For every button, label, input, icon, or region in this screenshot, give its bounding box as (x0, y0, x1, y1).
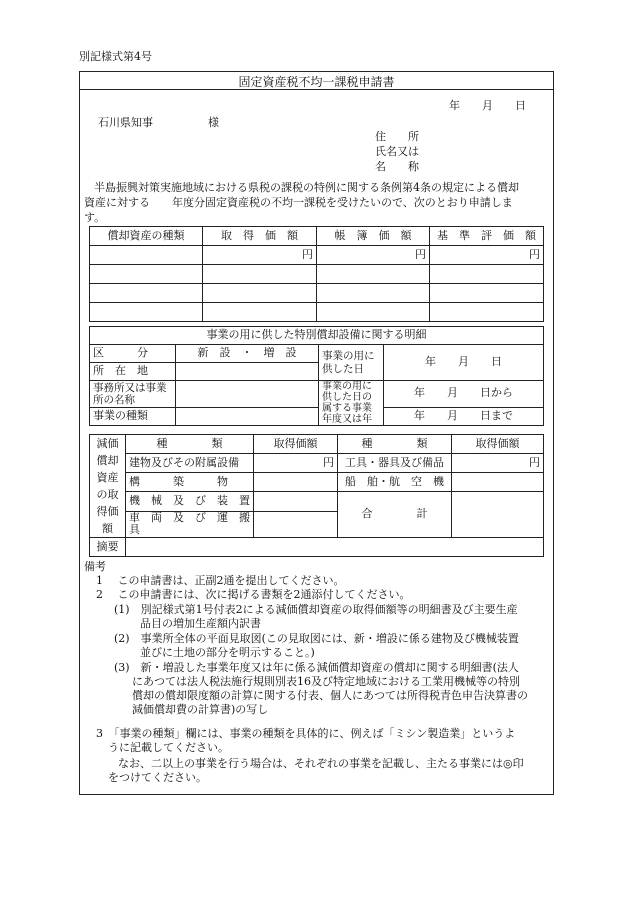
office-value[interactable] (176, 381, 319, 408)
note-item: 2 この申請書には、次に掲げる書類を2通添付してください。 (96, 588, 411, 601)
business-type-label: 事業の種類 (90, 407, 176, 425)
kubun-label: 区 分 (90, 345, 176, 363)
detail-table (89, 326, 544, 426)
business-type-value[interactable] (176, 407, 319, 425)
asset-header-standard: 基 準 評 価 額 (430, 227, 544, 246)
asset-cell[interactable] (430, 303, 544, 322)
dep-cost-vehicles[interactable] (254, 511, 338, 537)
office-label: 事務所又は事業所の名称 (90, 381, 176, 408)
form-number: 別記様式第4号 (79, 50, 152, 63)
dep-col-type-2: 種 類 (338, 435, 452, 454)
note-item: 品目の増加生産額内訳書 (140, 617, 261, 630)
dep-row-vehicles: 車 両 及 び 運 搬 具 (126, 511, 254, 537)
depreciation-table (89, 434, 544, 557)
applicant-name-label: 氏名又は (375, 145, 419, 158)
dep-row-vessels: 船 舶・航 空 機 (338, 473, 452, 492)
note-item: 並びに土地の部分を明示すること。) (140, 646, 315, 659)
asset-cell-unit[interactable]: 円 (430, 246, 544, 265)
dep-col-type: 種 類 (126, 435, 254, 454)
dep-total-label: 合 計 (338, 492, 452, 538)
dep-col-cost: 取得価額 (254, 435, 338, 454)
note-item: (2) 事業所全体の平面見取図(この見取図には、新・増設に係る建物及び機械装置 (114, 632, 519, 645)
dep-col-cost-2: 取得価額 (452, 435, 544, 454)
start-date-label: 事業の用に供した日 (319, 345, 384, 381)
start-date-value[interactable]: 年 月 日 (384, 345, 544, 381)
dep-row-buildings: 建物及びその附属設備 (126, 454, 254, 473)
period-from[interactable]: 年 月 日から (384, 381, 544, 408)
asset-cell[interactable] (90, 303, 203, 322)
period-to[interactable]: 年 月 日まで (384, 407, 544, 425)
asset-cell[interactable] (430, 265, 544, 284)
remarks-value[interactable] (126, 538, 544, 557)
asset-header-book: 帳 簿 価 額 (317, 227, 430, 246)
asset-cell[interactable] (90, 284, 203, 303)
detail-title: 事業の用に供した特別償却設備に関する明細 (90, 327, 544, 345)
asset-table (89, 226, 544, 322)
note-item: 減価償却費の計算書)の写し (132, 703, 269, 716)
asset-cell[interactable] (90, 265, 203, 284)
asset-cell[interactable] (203, 265, 317, 284)
period-label: 事業の用に供した日の属する事業年度又は年 (319, 381, 384, 426)
note-item: (3) 新・増設した事業年度又は年に係る減価償却資産の償却に関する明細書(法人 (114, 661, 519, 674)
remarks-label: 摘要 (90, 538, 126, 557)
note-item: 償却の償却限度額の計算に関する付表、個人にあつては所得税青色申告決算書の (132, 689, 528, 702)
asset-header-cost: 取 得 価 額 (203, 227, 317, 246)
date-line[interactable]: 年 月 日 (449, 99, 526, 112)
dep-row-structures: 構 築 物 (126, 473, 254, 492)
asset-cell-unit[interactable]: 円 (317, 246, 430, 265)
dep-row-machinery: 機 械 及 び 装 置 (126, 492, 254, 512)
asset-cell-unit[interactable]: 円 (203, 246, 317, 265)
asset-cell[interactable] (317, 303, 430, 322)
asset-cell[interactable] (90, 246, 203, 265)
asset-cell[interactable] (430, 284, 544, 303)
asset-cell[interactable] (317, 284, 430, 303)
kubun-value[interactable]: 新 設 ・ 増 設 (176, 345, 319, 363)
note-item: 1 この申請書は、正副2通を提出してください。 (96, 574, 345, 587)
dep-cost-structures[interactable] (254, 473, 338, 492)
dep-cost-buildings[interactable]: 円 (254, 454, 338, 473)
dep-cost-vessels[interactable] (452, 473, 544, 492)
note-item: 3 「事業の種類」欄には、事業の種類を具体的に、例えば「ミシン製造業」というよ (96, 727, 516, 740)
intro-line-3: す。 (84, 211, 106, 224)
asset-header-type: 償却資産の種類 (90, 227, 203, 246)
note-item: をつけてください。 (108, 771, 207, 784)
applicant-company-label: 名 称 (375, 160, 419, 173)
asset-cell[interactable] (317, 265, 430, 284)
notes-heading: 備考 (84, 560, 106, 573)
asset-cell[interactable] (203, 284, 317, 303)
dep-cost-machinery[interactable] (254, 492, 338, 512)
dep-cost-tools[interactable]: 円 (452, 454, 544, 473)
note-item: (1) 別記様式第1号付表2による減価償却資産の取得価額等の明細書及び主要生産 (114, 603, 518, 616)
note-item: にあつては法人税法施行規則別表16及び特定地域における工業用機械等の特別 (132, 675, 520, 688)
location-value[interactable] (176, 363, 319, 381)
intro-line-1: 半島振興対策実施地域における県税の課税の特例に関する条例第4条の規定による償却 (94, 181, 519, 194)
note-item: うに記載してください。 (108, 741, 229, 754)
location-label: 所 在 地 (90, 363, 176, 381)
note-item: なお、二以上の事業を行う場合は、それぞれの事業を記載し、主たる事業には◎印 (118, 757, 524, 770)
addressee: 石川県知事 様 (98, 116, 219, 129)
depreciation-side-label: 減価償却資産の取得価額 (90, 435, 126, 538)
dep-total-value[interactable] (452, 492, 544, 538)
asset-cell[interactable] (203, 303, 317, 322)
intro-line-2: 資産に対する 年度分固定資産税の不均一課税を受けたいので、次のとおり申請しま (84, 196, 513, 209)
form-title: 固定資産税不均一課税申請書 (238, 75, 395, 89)
dep-row-tools: 工具・器具及び備品 (338, 454, 452, 473)
applicant-address-label: 住 所 (375, 130, 419, 143)
